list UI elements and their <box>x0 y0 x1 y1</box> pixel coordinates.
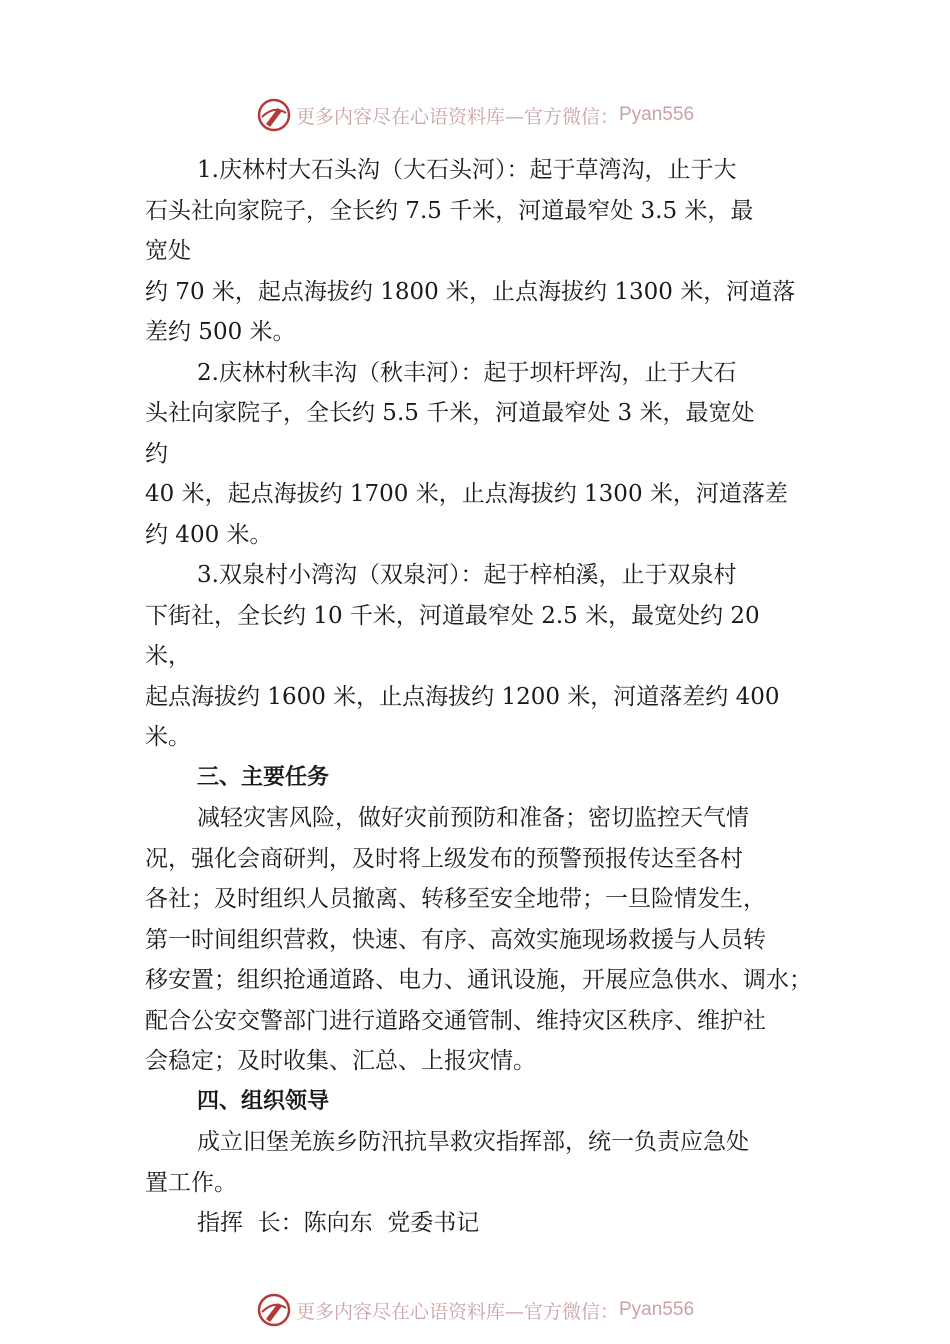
para2-line4: 40 米，起点海拔约 1700 米，止点海拔约 1300 米，河道落差 <box>145 481 788 507</box>
document-body <box>145 150 845 1244</box>
commander-line: 指挥 长：陈向东 党委书记 <box>197 1210 480 1236</box>
para2-line1: 2.庆林村秋丰沟（秋丰河）：起于坝杆坪沟，止于大石 <box>197 359 737 386</box>
tasks-line7: 会稳定；及时收集、汇总、上报灾情。 <box>145 1048 536 1074</box>
para3-line5: 米。 <box>145 724 191 750</box>
para3-line3: 米， <box>145 643 191 669</box>
tasks-line6: 配合公安交警部门进行道路交通管制、维持灾区秩序、维护社 <box>145 1007 766 1034</box>
section-heading-organization: 四、组织领导 <box>197 1088 330 1114</box>
watermark-text-bottom: 更多内容尽在心语资料库—官方微信： <box>295 1300 619 1323</box>
para1-line3: 宽处 <box>145 238 191 264</box>
watermark-text: 更多内容尽在心语资料库—官方微信： <box>295 105 619 128</box>
org-line2: 置工作。 <box>145 1169 237 1196</box>
para1-line1: 1.庆林村大石头沟（大石头河）：起于草湾沟，止于大 <box>197 157 737 183</box>
para1-line5: 差约 500 米。 <box>145 319 296 345</box>
para3-line4: 起点海拔约 1600 米，止点海拔约 1200 米，河道落差约 400 <box>145 683 780 710</box>
para3-line2: 下街社，全长约 10 千米，河道最窄处 2.5 米，最宽处约 20 <box>145 602 760 629</box>
watermark-banner-bottom <box>0 1290 950 1330</box>
tasks-line1: 减轻灾害风险，做好灾前预防和准备；密切监控天气情 <box>197 805 749 831</box>
tasks-line4: 第一时间组织营救，快速、有序、高效实施现场救援与人员转 <box>145 926 766 953</box>
para1-line2: 石头社向家院子，全长约 7.5 千米，河道最窄处 3.5 米，最 <box>145 197 754 224</box>
tasks-line2: 况，强化会商研判，及时将上级发布的预警预报传达至各村 <box>145 845 743 872</box>
para3-line1: 3.双泉村小湾沟（双泉河）：起于梓柏溪，止于双泉村 <box>197 562 737 588</box>
para1-line4: 约 70 米，起点海拔约 1800 米，止点海拔约 1300 米，河道落 <box>145 278 796 305</box>
section-heading-tasks: 三、主要任务 <box>197 764 330 790</box>
watermark-wechat-bottom: Pyan556 <box>619 1299 695 1320</box>
tasks-line3: 各社；及时组织人员撤离、转移至安全地带；一旦险情发生， <box>145 886 766 912</box>
para2-line2: 头社向家院子，全长约 5.5 千米，河道最窄处 3 米，最宽处 <box>145 400 755 426</box>
watermark-wechat: Pyan556 <box>619 104 695 125</box>
pen-logo-icon <box>256 97 292 133</box>
tasks-line5: 移安置；组织抢通道路、电力、通讯设施，开展应急供水、调水； <box>145 967 812 993</box>
watermark-banner-top <box>0 95 950 135</box>
org-line1: 成立旧堡羌族乡防汛抗旱救灾指挥部，统一负责应急处 <box>197 1129 749 1155</box>
pen-logo-icon <box>256 1292 292 1328</box>
para2-line5: 约 400 米。 <box>145 521 273 548</box>
para2-line3: 约 <box>145 440 168 467</box>
